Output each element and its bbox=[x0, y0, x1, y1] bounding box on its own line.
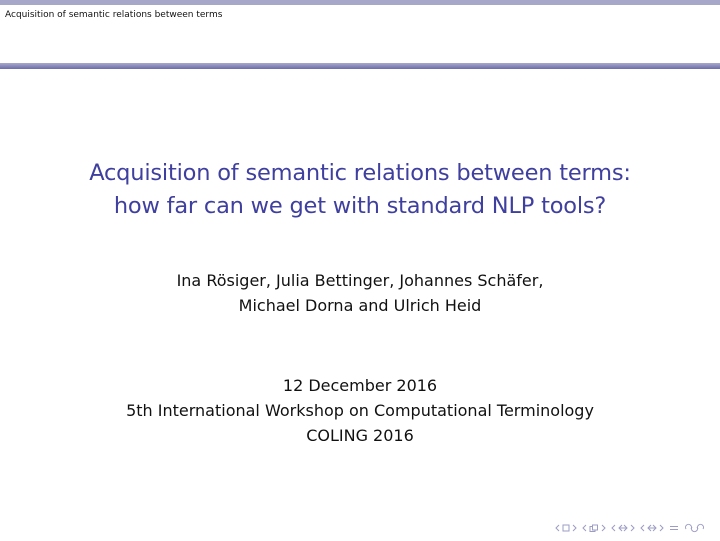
search-icon[interactable] bbox=[684, 523, 704, 533]
title-line-1: Acquisition of semantic relations between terms: bbox=[89, 160, 631, 186]
frame-nav-icon[interactable] bbox=[582, 524, 606, 533]
header-bar bbox=[0, 5, 720, 63]
workshop-name: 5th International Workshop on Computational Terminology bbox=[126, 401, 594, 420]
presentation-info bbox=[0, 373, 720, 448]
authors-line-1: Ina Rösiger, Julia Bettinger, Johannes Schäfer, bbox=[176, 271, 544, 290]
authors-line-2: Michael Dorna and Ulrich Heid bbox=[238, 296, 482, 315]
header-rule bbox=[0, 63, 720, 69]
header-short-title: Acquisition of semantic relations between terms bbox=[5, 10, 223, 20]
slide-nav-icon[interactable] bbox=[555, 524, 577, 532]
subsection-nav-icon[interactable] bbox=[611, 524, 635, 532]
title-line-2: how far can we get with standard NLP tools? bbox=[113, 193, 607, 219]
section-nav-icon[interactable] bbox=[640, 524, 664, 532]
slide-title bbox=[0, 157, 720, 223]
presentation-date: 12 December 2016 bbox=[282, 376, 438, 395]
conference-name: COLING 2016 bbox=[306, 426, 414, 445]
authors bbox=[0, 268, 720, 318]
document-nav-icon[interactable] bbox=[669, 524, 679, 532]
beamer-navigation bbox=[555, 522, 704, 534]
